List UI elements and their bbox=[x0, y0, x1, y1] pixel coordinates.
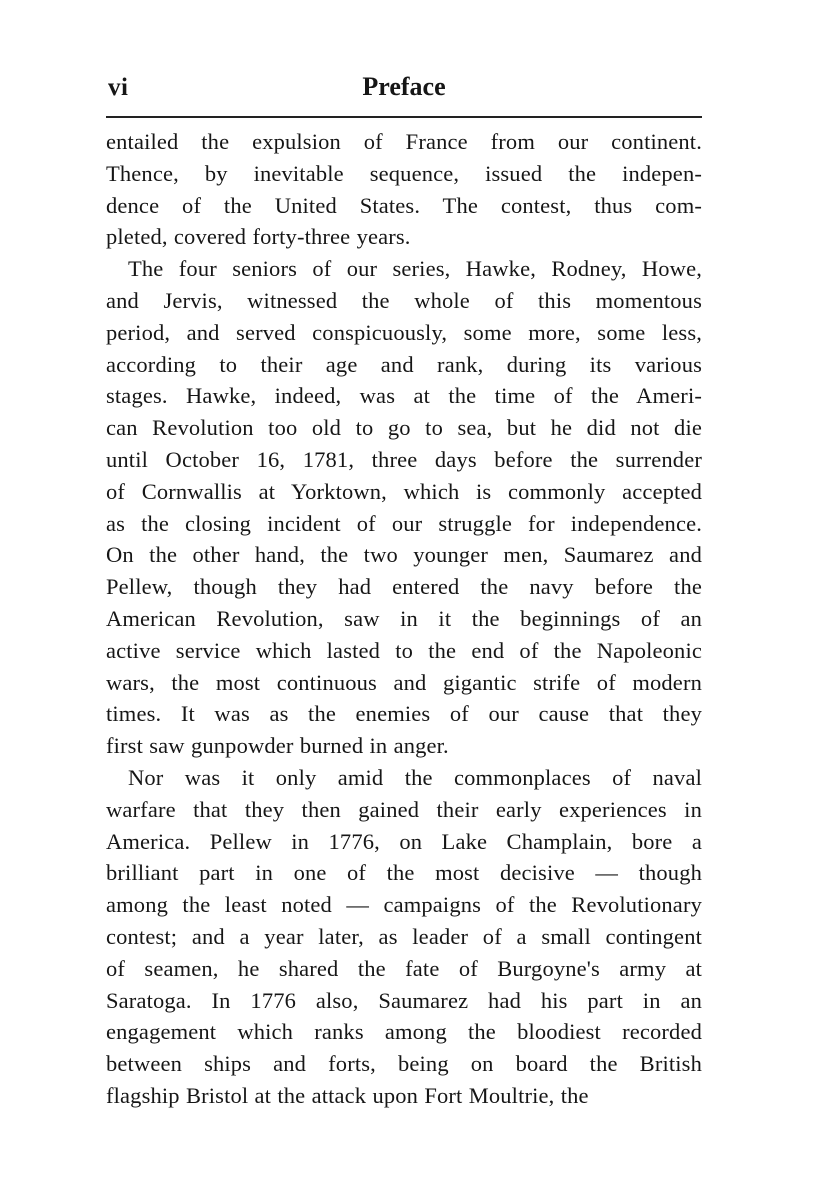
text-line: and Jervis, witnessed the whole of this momentous bbox=[106, 287, 702, 313]
paragraph-3 bbox=[106, 762, 702, 1112]
text-line: until October 16, 1781, three days before the surrender bbox=[106, 446, 702, 472]
text-line: times. It was as the enemies of our cause that they bbox=[106, 701, 702, 727]
paragraph-2 bbox=[106, 253, 702, 762]
text-line: Nor was it only amid the commonplaces of naval bbox=[128, 764, 702, 790]
text-line: American Revolution, saw in it the beginnings of an bbox=[106, 605, 702, 631]
text-line: pleted, covered forty-three years. bbox=[106, 224, 411, 250]
text-line: Pellew, though they had entered the navy before the bbox=[106, 574, 702, 600]
text-line: Saratoga. In 1776 also, Saumarez had his part in an bbox=[106, 987, 702, 1013]
text-line: among the least noted — campaigns of the Revolutionary bbox=[106, 892, 702, 918]
text-line: America. Pellew in 1776, on Lake Champlain, bore a bbox=[106, 828, 702, 854]
text-line: The four seniors of our series, Hawke, Rodney, Howe, bbox=[128, 256, 702, 282]
book-page bbox=[106, 64, 702, 1112]
text-line: dence of the United States. The contest, thus com- bbox=[106, 192, 702, 218]
text-line: of seamen, he shared the fate of Burgoyne's army at bbox=[106, 955, 702, 981]
running-title: Preface bbox=[362, 72, 446, 101]
page-number: vi bbox=[108, 74, 129, 101]
text-line: active service which lasted to the end of the Napoleonic bbox=[106, 637, 702, 663]
text-line: warfare that they then gained their early experiences in bbox=[106, 796, 702, 822]
text-line: On the other hand, the two younger men, Saumarez and bbox=[106, 542, 702, 568]
paragraph-1 bbox=[106, 126, 702, 253]
text-line: entailed the expulsion of France from our continent. bbox=[106, 129, 702, 154]
body-text bbox=[106, 126, 702, 1112]
text-line: can Revolution too old to go to sea, but he did not die bbox=[106, 415, 702, 441]
text-line: first saw gunpowder burned in anger. bbox=[106, 733, 449, 759]
text-line: Thence, by inevitable sequence, issued the indepen- bbox=[106, 160, 702, 186]
text-line: period, and served conspicuously, some more, some less, bbox=[106, 319, 702, 345]
text-line: brilliant part in one of the most decisive — though bbox=[106, 860, 702, 886]
text-line: of Cornwallis at Yorktown, which is commonly accepted bbox=[106, 478, 702, 504]
header-rule bbox=[106, 116, 702, 118]
text-line: stages. Hawke, indeed, was at the time of the Ameri- bbox=[106, 383, 702, 409]
text-line: contest; and a year later, as leader of a small contingent bbox=[106, 923, 702, 949]
text-line: flagship Bristol at the attack upon Fort Moultrie, the bbox=[106, 1082, 589, 1108]
text-line: as the closing incident of our struggle for independence. bbox=[106, 510, 702, 536]
running-head bbox=[106, 64, 702, 112]
text-line: according to their age and rank, during its various bbox=[106, 351, 702, 377]
text-line: between ships and forts, being on board the British bbox=[106, 1051, 702, 1077]
text-line: engagement which ranks among the bloodiest recorded bbox=[106, 1019, 702, 1045]
text-line: wars, the most continuous and gigantic strife of modern bbox=[106, 669, 702, 695]
